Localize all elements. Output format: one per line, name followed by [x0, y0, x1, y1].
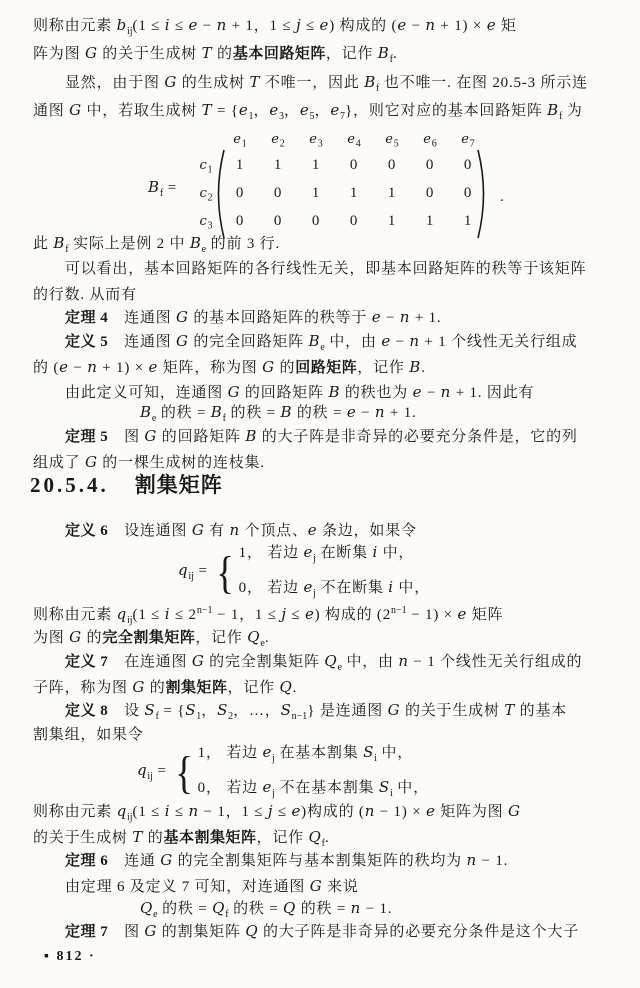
- section-heading: [30, 474, 223, 496]
- rank-equation-cutset: $Q_e$ 的秩 = $Q_f$ 的秩 = Q 的秩 = n − 1.: [140, 899, 393, 920]
- definition-8-line: 定义 8 设 $S_f = \{S_1$，$S_2$，…，$S_{n-1}$} 是连通图 G 的关于生成树 T 的基本: [65, 701, 568, 722]
- matrix-col-header: $e_6$: [423, 132, 437, 150]
- theorem-7-line: 定理 7 图 G 的割集矩阵 Q 的大子阵是非奇异的必要充分条件是这个大子: [65, 922, 579, 940]
- matrix-col-header: $e_4$: [347, 132, 361, 150]
- text-line: 组成了 G 的一棵生成树的连枝集.: [33, 453, 265, 471]
- matrix-cell: 1: [463, 213, 473, 229]
- definition-6-line: 定义 6 设连通图 G 有 n 个顶点、e 条边，如果令: [65, 521, 417, 539]
- text-line: 的行数. 从而有: [33, 287, 137, 303]
- matrix-cell: 0: [349, 213, 359, 229]
- matrix-col-header: $e_5$: [385, 132, 399, 150]
- matrix-cell: 1: [311, 185, 321, 201]
- theorem-5-line: 定理 5 图 G 的回路矩阵 B 的大子阵是非奇异的必要充分条件是，它的列: [65, 427, 578, 445]
- rank-equation-circuit: $B_e$ 的秩 = $B_f$ 的秩 = B 的秩 = e − n + 1.: [140, 403, 417, 424]
- cases-line-2: 0， 若边 $e_j$ 不在断集 i 中，: [238, 578, 431, 599]
- matrix-cell: 0: [273, 185, 283, 201]
- definition-7-line: 定义 7 在连通图 G 的完全割集矩阵 $Q_e$ 中，由 n − 1 个线性无关行组成的: [65, 652, 583, 673]
- section-number: 20.5.4.: [30, 473, 109, 497]
- matrix-row-label: $c_3$: [199, 214, 213, 232]
- cases-formula-cutset: [178, 538, 430, 608]
- matrix-cell: 0: [235, 213, 245, 229]
- matrix-cell: 0: [463, 157, 473, 173]
- text-line: 为图 G 的完全割集矩阵，记作 $Q_e$.: [33, 628, 270, 649]
- cases-line-1: 1， 若边 $e_j$ 在基本割集 $S_i$ 中，: [197, 743, 414, 764]
- matrix-row-label: $c_1$: [199, 158, 213, 176]
- matrix-cell: 0: [425, 185, 435, 201]
- section-title: 割集矩阵: [134, 473, 223, 497]
- matrix-cell: 1: [387, 213, 397, 229]
- matrix-col-header: $e_7$: [461, 132, 475, 150]
- text-line: 割集组，如果令: [33, 727, 144, 743]
- text-line: 的 (e − n + 1) × e 矩阵，称为图 G 的回路矩阵，记作 B.: [33, 358, 426, 376]
- matrix-col-header: $e_1$: [233, 132, 247, 150]
- matrix-cell: 0: [349, 157, 359, 173]
- matrix-name: $B_f$ =: [148, 178, 177, 199]
- matrix-cell: 0: [463, 185, 473, 201]
- theorem-4-line: 定理 4 连通图 G 的基本回路矩阵的秩等于 e − n + 1.: [65, 308, 442, 326]
- text-line: 则称由元素 $q_{ij}(1 \le i \le 2^{n-1} - 1$，1 ≤ j ≤ e) 构成的 $(2^{n-1} - 1) \times e$ 矩阵: [33, 605, 504, 626]
- text-line: 则称由元素 $q_{ij}(1 \le i \le n - 1$，1 ≤ j ≤ e)构成的 (n − 1) × e 矩阵为图 G: [33, 802, 521, 823]
- cases-lhs: $q_{ij}$ =: [137, 760, 167, 782]
- matrix-cell: 0: [387, 157, 397, 173]
- matrix-cell: 1: [273, 157, 283, 173]
- definition-5-line: 定义 5 连通图 G 的完全回路矩阵 $B_e$ 中，由 e − n + 1 个线性无关行组成: [65, 332, 578, 353]
- text-line: 通图 G 中，若取生成树 $T = \{e_1$，$e_3$，$e_5$，$e_7$}，则它对应的基本回路矩阵 $B_f$ 为: [33, 101, 583, 122]
- text-line: 子阵，称为图 G 的割集矩阵，记作 Q.: [33, 678, 298, 696]
- theorem-6-line: 定理 6 连通 G 的完全割集矩阵与基本割集矩阵的秩均为 n − 1.: [65, 851, 509, 869]
- matrix-cell: 0: [425, 157, 435, 173]
- text-line: 则称由元素 $b_{ij}(1 \le i \le e - n + 1$，1 ≤ j ≤ e) 构成的 (e − n + 1) × e 矩: [33, 16, 517, 37]
- matrix-row-label: $c_2$: [199, 186, 213, 204]
- matrix-cell: 1: [311, 157, 321, 173]
- text-line: 显然，由于图 G 的生成树 T 不唯一，因此 $B_f$ 也不唯一. 在图 20.5-3 所示连: [65, 73, 588, 94]
- matrix-period: .: [500, 189, 505, 205]
- text-line: 的关于生成树 T 的基本割集矩阵，记作 $Q_f$.: [33, 828, 330, 849]
- page-number: ▪ 812 ·: [44, 949, 96, 964]
- cases-formula-fundamental-cutset: [137, 738, 429, 808]
- matrix-cell: 0: [235, 185, 245, 201]
- text-line: 可以看出，基本回路矩阵的各行线性无关，即基本回路矩阵的秩等于该矩阵: [65, 261, 587, 277]
- text-line: 此 $B_f$ 实际上是例 2 中 $B_e$ 的前 3 行.: [33, 234, 281, 255]
- cases-lhs: $q_{ij}$ =: [178, 560, 208, 582]
- matrix-cell: 0: [273, 213, 283, 229]
- cases-brace: {: [216, 547, 235, 598]
- matrix-col-header: $e_2$: [271, 132, 285, 150]
- text-line: 阵为图 G 的关于生成树 T 的基本回路矩阵，记作 $B_f$.: [33, 44, 398, 65]
- matrix-cell: 1: [387, 185, 397, 201]
- matrix-cell: 0: [311, 213, 321, 229]
- text-line: 由此定义可知，连通图 G 的回路矩阵 B 的秩也为 e − n + 1. 因此有: [65, 383, 535, 401]
- text-line: 由定理 6 及定义 7 可知，对连通图 G 来说: [65, 877, 359, 895]
- matrix-cell: 1: [425, 213, 435, 229]
- matrix-col-header: $e_3$: [309, 132, 323, 150]
- cases-line-1: 1， 若边 $e_j$ 在断集 i 中，: [238, 543, 415, 564]
- basic-circuit-matrix: [148, 128, 518, 240]
- matrix-cell: 1: [235, 157, 245, 173]
- matrix-cell: 1: [349, 185, 359, 201]
- cases-brace: {: [175, 747, 194, 798]
- cases-line-2: 0， 若边 $e_j$ 不在基本割集 $S_i$ 中，: [197, 778, 429, 799]
